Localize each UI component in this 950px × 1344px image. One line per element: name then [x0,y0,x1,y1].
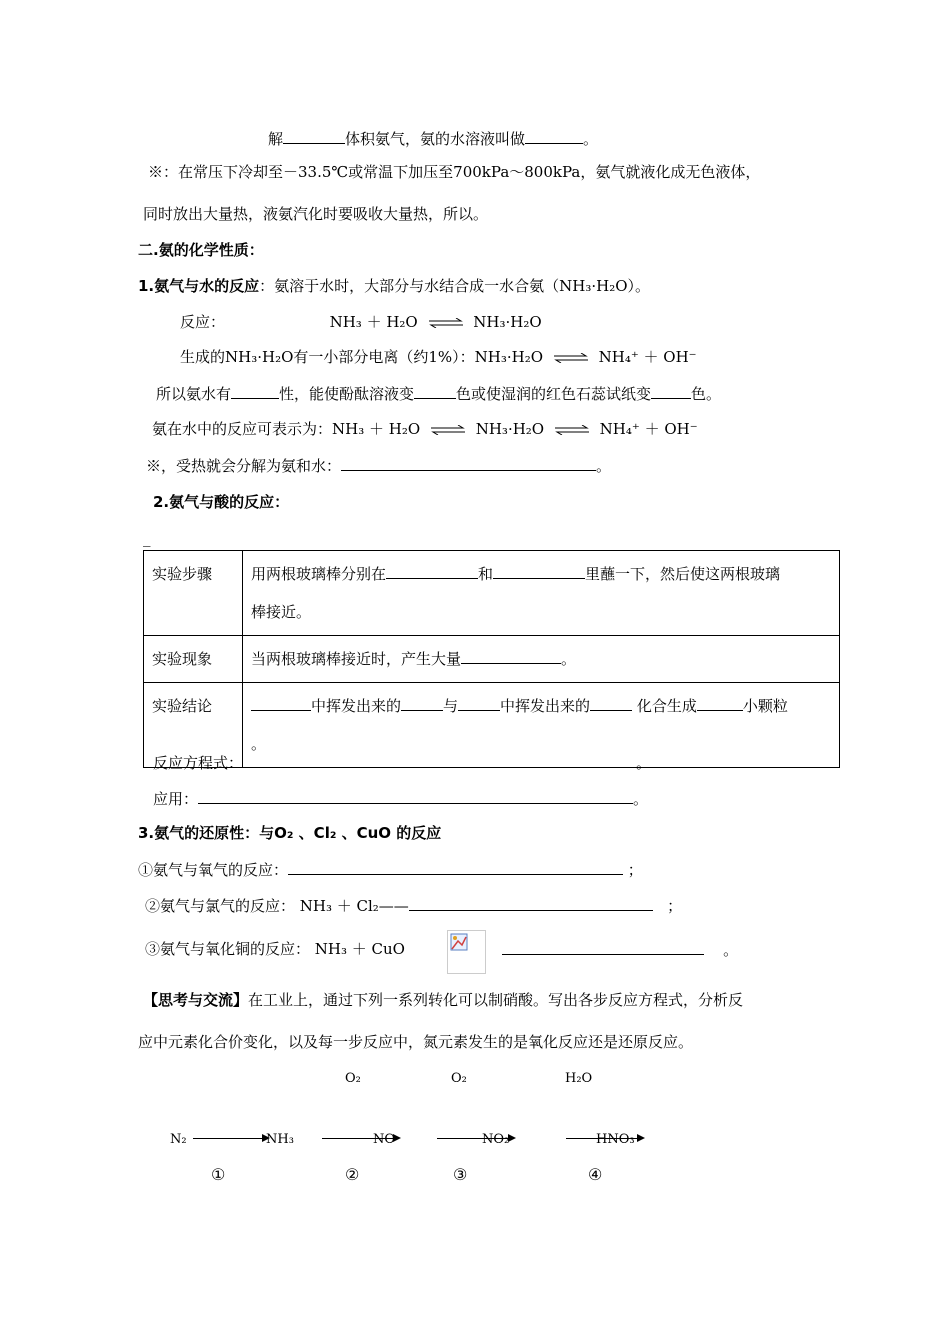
application-line: 应用： 。 [153,790,649,808]
heat-decomposition: ※，受热就会分解为氨和水： 。 [146,457,612,475]
table-row [144,636,840,683]
blank[interactable] [243,752,636,768]
conclusion-header: 实验结论 [144,683,243,768]
species-label: NO [373,1132,396,1147]
species-label: NO₂ [482,1132,510,1147]
step-number: ① [211,1165,226,1184]
phenomenon-header: 实验现象 [144,636,243,683]
reaction-representation: 氨在水中的反应可表示为：NH₃ ＋ H₂O NH₃·H₂O NH₄⁺ ＋ OH⁻ [152,420,698,438]
ionization-line: 生成的NH₃·H₂O有一小部分电离（约1%）：NH₃·H₂O NH₄⁺ ＋ OH⁻ [180,348,697,366]
blank[interactable] [251,695,311,711]
blank[interactable] [198,788,633,804]
table-row [144,551,840,636]
blank[interactable] [502,939,704,955]
experiment-table [143,550,840,768]
blank[interactable] [651,383,691,399]
blank[interactable] [461,648,561,664]
oxygen-reaction: ①氨气与氧气的反应： ； [138,861,643,879]
equilibrium-arrow-icon [431,425,465,435]
step-header: 实验步骤 [144,551,243,636]
water-reaction-line: 1.氨气与水的反应：氨溶于水时，大部分与水结合成一水合氨（NH₃·H₂O）。 [138,277,651,295]
reagent-label: O₂ [451,1071,467,1086]
blank[interactable] [409,895,653,911]
copper-oxide-reaction: ③氨气与氧化铜的反应： NH₃ ＋ CuO [145,940,405,958]
acid-reaction-title: 2.氨气与酸的反应： [153,493,290,511]
dissolve-line: 解 体积氨气，氨的水溶液叫做 。 [268,130,599,148]
section-chemical-properties: 二.氨的化学性质： [138,241,264,259]
stray-dash: _ [143,529,151,547]
reducibility-title: 3.氨气的还原性：与O₂ 、Cl₂ 、CuO 的反应 [138,824,442,842]
note-liquefaction-cont: 同时放出大量热，液氨汽化时要吸收大量热，所以。 [143,205,489,223]
arrow-line [193,1138,263,1139]
equilibrium-arrow-icon [554,353,588,363]
phenomenon-content: 当两根玻璃棒接近时，产生大量 。 [243,636,840,683]
step-content: 用两根玻璃棒分别在 和 里蘸一下，然后使这两根玻璃 棒接近。 [243,551,840,636]
equilibrium-arrow-icon [429,318,463,328]
think-exchange: 【思考与交流】在工业上，通过下列一系列转化可以制硝酸。写出各步反应方程式，分析反 [143,991,744,1009]
blank[interactable] [414,383,456,399]
blank[interactable] [590,695,632,711]
equation-line: 反应方程式： 。 [153,754,652,772]
blank[interactable] [401,695,443,711]
reagent-label: H₂O [565,1071,593,1086]
think-exchange-cont: 应中元素化合价变化，以及每一步反应中，氮元素发生的是氧化反应还是还原反应。 [138,1033,694,1051]
step-number: ③ [453,1165,468,1184]
blank[interactable] [231,383,279,399]
broken-image-icon [447,930,486,974]
species-label: HNO₃ [596,1132,635,1147]
blank[interactable] [458,695,500,711]
blank[interactable] [288,859,623,875]
reagent-label: O₂ [345,1071,361,1086]
species-label: N₂ [170,1132,187,1147]
note-liquefaction: ※：在常压下冷却至－33.5℃或常温下加压至700kPa～800kPa，氨气就液化成无色液体， [148,163,761,181]
arrow-head-icon [637,1134,645,1142]
reaction-equation: 反应： NH₃ ＋ H₂O NH₃·H₂O [180,313,542,331]
species-label: NH₃ [266,1132,294,1147]
copper-oxide-blank: 。 [502,939,738,960]
chlorine-reaction: ②氨气与氯气的反应： NH₃ ＋ Cl₂—— ； [145,897,683,915]
conclusion-content: 中挥发出来的 与 中挥发出来的 化合生成 小颗粒 。 [243,683,840,768]
blank[interactable] [493,563,585,579]
blank[interactable] [283,128,345,144]
step-number: ② [345,1165,360,1184]
equilibrium-arrow-icon [555,425,589,435]
blank[interactable] [525,128,583,144]
blank[interactable] [341,455,596,471]
blank[interactable] [386,563,478,579]
blank[interactable] [697,695,743,711]
ammonia-water-property: 所以氨水有 性，能使酚酞溶液变 色或使湿润的红色石蕊试纸变 色。 [156,385,722,403]
step-number: ④ [588,1165,603,1184]
